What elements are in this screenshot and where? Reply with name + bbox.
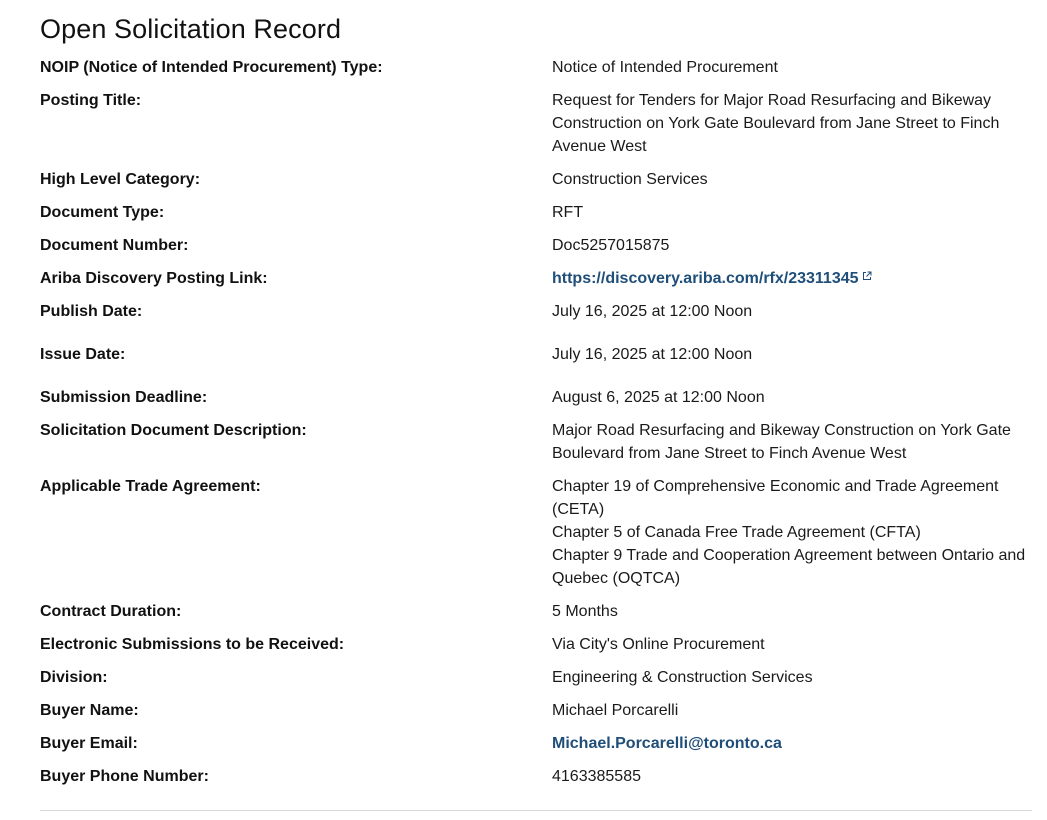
- trade-agreement-oqtca: Chapter 9 Trade and Cooperation Agreement between Ontario and Quebec (OQTCA): [552, 547, 1026, 587]
- field-row-high-level-category: [40, 168, 1032, 191]
- field-row-publish-date: [40, 300, 1032, 323]
- field-value-noip-type: Notice of Intended Procurement: [552, 59, 778, 76]
- buyer-email-link[interactable]: Michael.Porcarelli@toronto.ca: [552, 735, 782, 752]
- field-row-submission-deadline: [40, 386, 1032, 409]
- field-value-issue-date: July 16, 2025 at 12:00 Noon: [552, 346, 753, 363]
- field-row-buyer-name: [40, 699, 1032, 722]
- field-value-document-type: RFT: [552, 204, 584, 221]
- field-value-ariba-link: [552, 267, 1032, 290]
- field-row-buyer-email: [40, 732, 1032, 755]
- field-label-issue-date: Issue Date:: [40, 346, 126, 363]
- field-label-contract-duration: Contract Duration:: [40, 603, 182, 620]
- field-value-high-level-category: Construction Services: [552, 171, 708, 188]
- field-value-buyer-email: [552, 732, 1032, 755]
- field-value-buyer-name: Michael Porcarelli: [552, 702, 679, 719]
- field-label-document-type: Document Type:: [40, 204, 165, 221]
- field-value-posting-title: Request for Tenders for Major Road Resurfacing and Bikeway Construction on York Gate Boulevard from Jane Street to Finch Avenue West: [552, 92, 1000, 155]
- ariba-discovery-link[interactable]: https://discovery.ariba.com/rfx/23311345: [552, 270, 859, 287]
- field-row-posting-title: [40, 89, 1032, 158]
- field-row-solicitation-description: [40, 419, 1032, 465]
- field-row-noip-type: [40, 56, 1032, 79]
- field-row-electronic-submissions: [40, 633, 1032, 656]
- field-value-submission-deadline: August 6, 2025 at 12:00 Noon: [552, 389, 765, 406]
- field-value-trade-agreement: [552, 475, 1032, 590]
- field-label-high-level-category: High Level Category:: [40, 171, 201, 188]
- field-row-division: [40, 666, 1032, 689]
- section-divider: [40, 810, 1032, 811]
- field-value-division: Engineering & Construction Services: [552, 669, 813, 686]
- field-label-posting-title: Posting Title:: [40, 92, 142, 109]
- field-value-electronic-submissions: Via City's Online Procurement: [552, 636, 765, 653]
- external-link-icon[interactable]: [862, 271, 872, 281]
- field-label-solicitation-description: Solicitation Document Description:: [40, 422, 307, 439]
- solicitation-record: [40, 0, 1032, 798]
- field-row-trade-agreement: [40, 475, 1032, 590]
- field-row-issue-date: [40, 343, 1032, 366]
- field-label-publish-date: Publish Date:: [40, 303, 143, 320]
- field-row-buyer-phone: [40, 765, 1032, 788]
- field-label-buyer-phone: Buyer Phone Number:: [40, 768, 209, 785]
- field-list: [40, 52, 1032, 788]
- field-label-noip-type: NOIP (Notice of Intended Procurement) Type:: [40, 59, 383, 76]
- field-value-document-number: Doc5257015875: [552, 237, 670, 254]
- field-value-solicitation-description: Major Road Resurfacing and Bikeway Construction on York Gate Boulevard from Jane Street to Finch Avenue West: [552, 422, 1011, 462]
- field-label-buyer-email: Buyer Email:: [40, 735, 138, 752]
- field-label-ariba-link: Ariba Discovery Posting Link:: [40, 270, 268, 287]
- field-row-contract-duration: [40, 600, 1032, 623]
- field-label-document-number: Document Number:: [40, 237, 189, 254]
- field-value-buyer-phone: 4163385585: [552, 768, 641, 785]
- field-label-buyer-name: Buyer Name:: [40, 702, 139, 719]
- field-row-document-number: [40, 234, 1032, 257]
- field-value-contract-duration: 5 Months: [552, 603, 618, 620]
- field-label-electronic-submissions: Electronic Submissions to be Received:: [40, 636, 345, 653]
- field-label-submission-deadline: Submission Deadline:: [40, 389, 208, 406]
- page-title: Open Solicitation Record: [40, 14, 342, 44]
- field-value-publish-date: July 16, 2025 at 12:00 Noon: [552, 303, 753, 320]
- trade-agreement-cfta: Chapter 5 of Canada Free Trade Agreement (CFTA): [552, 524, 921, 541]
- field-row-ariba-link: [40, 267, 1032, 290]
- field-label-division: Division:: [40, 669, 108, 686]
- trade-agreement-ceta: Chapter 19 of Comprehensive Economic and Trade Agreement (CETA): [552, 478, 999, 518]
- field-label-trade-agreement: Applicable Trade Agreement:: [40, 478, 261, 495]
- field-row-document-type: [40, 201, 1032, 224]
